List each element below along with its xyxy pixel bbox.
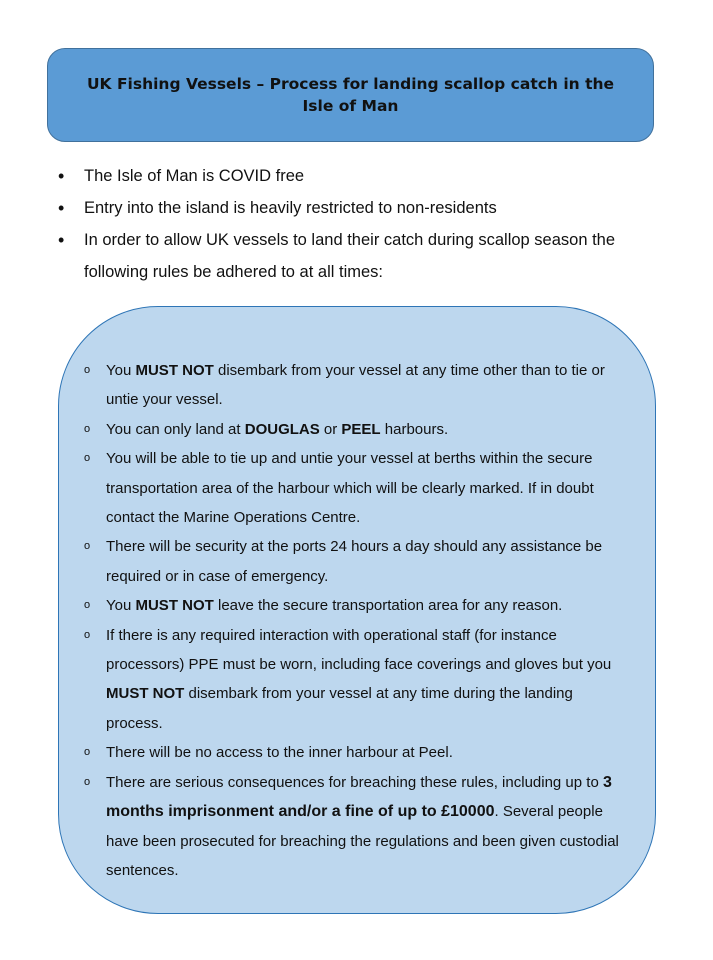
rule-emphasis: MUST NOT (106, 685, 185, 703)
intro-item: • The Isle of Man is COVID free (58, 160, 658, 192)
rule-text: You can only land at (106, 420, 245, 438)
rule-text: If there is any required interaction with operational staff (for instance processors) PPE must be worn, including face coverings and gloves but you (106, 626, 612, 674)
rule-text: You (106, 597, 136, 615)
intro-item: • In order to allow UK vessels to land their catch during scallop season the following rules be adhered to at all times: (58, 224, 658, 288)
rule-item (82, 621, 632, 739)
rule-item: o You will be able to tie up and untie your vessel at berths within the secure transportation area of the harbour which will be clearly marked. If in doubt contact the Marine Operations Centre. (82, 444, 632, 532)
rule-text: or (319, 420, 342, 438)
rule-emphasis: DOUGLAS (244, 420, 320, 438)
rule-item (82, 356, 632, 415)
rule-emphasis: 3 months imprisonment and/or a fine of up to £10000 (106, 773, 612, 821)
rule-item (82, 415, 632, 444)
rule-item (82, 768, 632, 886)
rule-text: . Several people have been prosecuted for breaching the regulations and been given custodial sentences. (106, 803, 619, 879)
title-line-1: UK Fishing Vessels – Process for landing scallop catch in the (86, 75, 615, 93)
rule-text: harbours. (380, 420, 449, 438)
title-line-2: Isle of Man (302, 97, 399, 115)
rules-list (82, 356, 632, 885)
rule-text: You (106, 362, 136, 379)
intro-list (58, 160, 658, 288)
rule-emphasis: PEEL (341, 420, 381, 438)
rule-item: o There will be no access to the inner harbour at Peel. (82, 738, 632, 767)
rule-item (82, 591, 632, 620)
title-box (47, 48, 654, 142)
rule-text: disembark from your vessel at any time during the landing process. (106, 685, 573, 732)
rule-emphasis: MUST NOT (135, 362, 214, 379)
intro-item: • Entry into the island is heavily restricted to non-residents (58, 192, 658, 224)
rule-text: leave the secure transportation area for any reason. (213, 597, 563, 615)
rule-emphasis: MUST NOT (135, 597, 214, 615)
rule-text: There are serious consequences for breaching these rules, including up to (106, 773, 603, 791)
rule-text: disembark from your vessel at any time other than to tie or untie your vessel. (106, 362, 605, 409)
rule-item: o There will be security at the ports 24 hours a day should any assistance be required or in case of emergency. (82, 532, 632, 591)
